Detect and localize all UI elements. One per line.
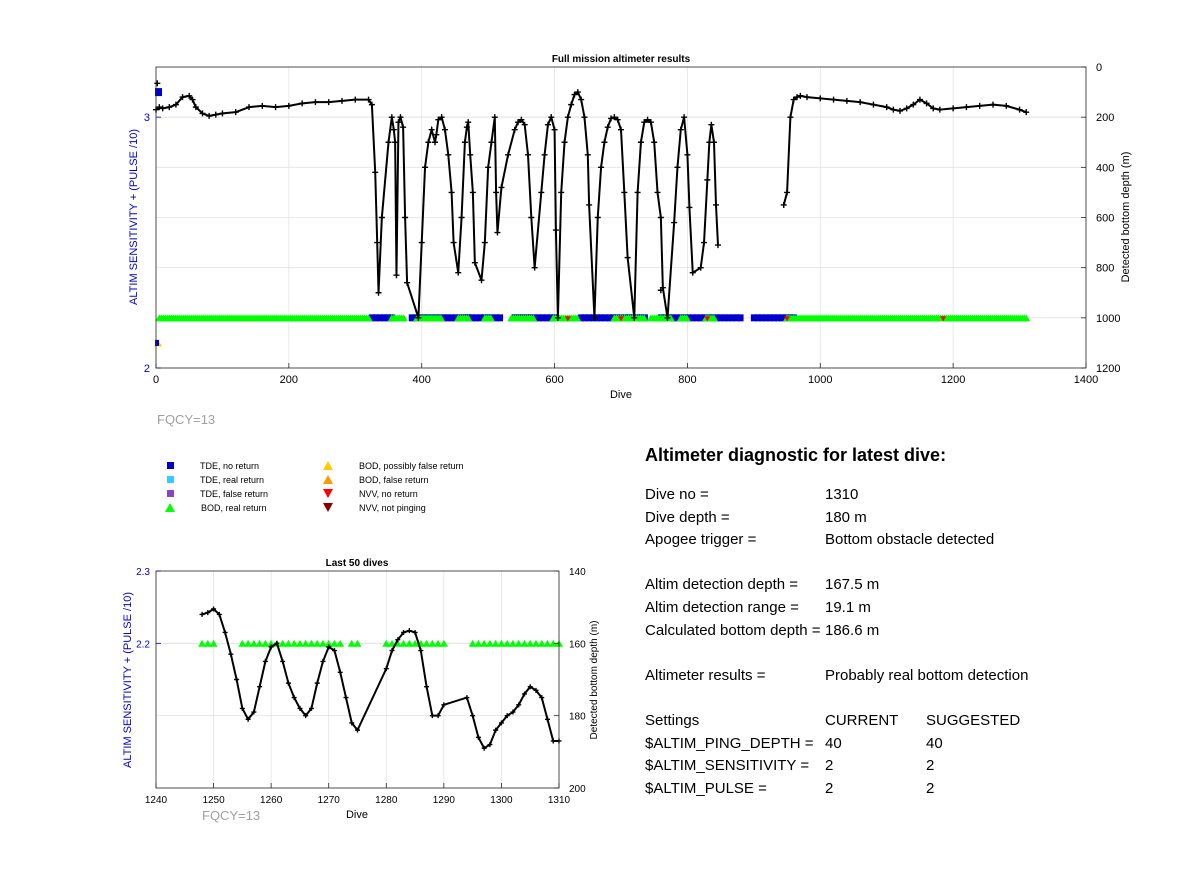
- legend-item-bod-false-return: [323, 473, 429, 486]
- depth-point: [621, 189, 627, 195]
- label: $ALTIM_SENSITIVITY =: [645, 757, 810, 775]
- legend-label: NVV, no return: [359, 488, 418, 499]
- depth-point: [553, 227, 559, 233]
- depth-point: [419, 240, 425, 246]
- depth-point: [219, 110, 225, 116]
- depth-point: [635, 189, 641, 195]
- depth-point: [545, 717, 550, 722]
- x-tick-label: 1400: [1073, 374, 1099, 386]
- x-tick-label: 400: [412, 374, 431, 386]
- depth-point: [494, 230, 500, 236]
- depth-point: [432, 139, 438, 145]
- label: $ALTIM_PULSE =: [645, 779, 767, 797]
- y2-tick-label: 800: [1096, 262, 1115, 275]
- depth-point: [472, 260, 478, 266]
- depth-point: [312, 99, 318, 105]
- depth-point: [343, 695, 348, 700]
- label: Dive no =: [645, 486, 709, 503]
- depth-point: [228, 652, 233, 657]
- value: 180 m: [825, 508, 867, 526]
- y2-tick-label: 1000: [1096, 312, 1121, 325]
- depth-point: [528, 215, 534, 221]
- legend-item-bod-real-return: [165, 501, 267, 514]
- x-tick-label: 1270: [317, 795, 340, 806]
- depth-point: [585, 152, 591, 158]
- depth-point: [625, 255, 631, 261]
- depth-point: [280, 659, 285, 664]
- bottom-chart-y2label: Detected bottom depth (m): [589, 620, 600, 740]
- y2-tick-label: 400: [1096, 162, 1115, 175]
- depth-point: [565, 114, 571, 120]
- row-detection-depth: [645, 574, 1165, 597]
- x-tick-label: 1300: [490, 795, 513, 806]
- legend-label: BOD, possibly false return: [359, 460, 464, 471]
- triangle-up-icon: [165, 503, 175, 512]
- triangle-down-icon: [323, 489, 333, 498]
- depth-point: [552, 127, 558, 133]
- depth-point: [578, 97, 584, 103]
- depth-point: [413, 630, 418, 635]
- value: Bottom obstacle detected: [825, 531, 995, 549]
- y-tick-label: 2.3: [136, 567, 150, 578]
- depth-point: [154, 80, 160, 86]
- depth-point: [492, 114, 498, 120]
- bottom-chart-ylabel: ALTIM SENSITIVITY + (PULSE /10): [122, 592, 134, 768]
- current-value: 2: [825, 757, 834, 775]
- depth-point: [562, 139, 568, 145]
- value: 167.5 m: [825, 576, 880, 594]
- legend-item-tde-false-return: [165, 487, 268, 500]
- depth-point: [701, 240, 707, 246]
- top-chart-grid: [156, 67, 1086, 368]
- x-tick-label: 600: [545, 374, 564, 386]
- depth-point: [595, 215, 601, 221]
- depth-point: [1003, 103, 1009, 109]
- top-fqcy-label: FQCY=13: [157, 412, 216, 427]
- suggested-value: 2: [926, 779, 935, 797]
- label: Settings: [645, 711, 700, 729]
- row-apogee: [645, 529, 1165, 552]
- depth-point: [605, 124, 611, 130]
- x-tick-label: 1200: [940, 374, 966, 386]
- legend-label: BOD, false return: [359, 474, 429, 485]
- depth-point: [449, 189, 455, 195]
- depth-point: [246, 104, 252, 110]
- depth-point: [884, 104, 890, 110]
- x-tick-label: 200: [279, 374, 299, 386]
- value: 19.1 m: [825, 598, 871, 616]
- x-tick-label: 800: [678, 374, 697, 386]
- tde-no-return-marker: [497, 314, 503, 321]
- depth-point: [339, 98, 345, 104]
- row-calculated-depth: [645, 620, 1165, 643]
- depth-point: [386, 139, 392, 145]
- legend-label: TDE, false return: [200, 488, 269, 499]
- depth-point: [787, 114, 793, 120]
- depth-point: [257, 684, 262, 689]
- label: Altimeter results =: [645, 666, 766, 684]
- current-header: CURRENT: [825, 711, 899, 729]
- depth-point: [482, 240, 488, 246]
- current-value: 40: [825, 734, 842, 752]
- depth-point: [352, 97, 358, 103]
- bottom-depth-line: [156, 92, 718, 318]
- depth-point: [234, 677, 239, 682]
- depth-point: [425, 139, 431, 145]
- depth-point: [977, 103, 983, 109]
- depth-point: [525, 152, 531, 158]
- depth-point: [990, 102, 996, 108]
- top-chart-ylabel: ALTIM SENSITIVITY + (PULSE /10): [128, 129, 140, 305]
- depth-point: [568, 102, 574, 108]
- depth-point: [890, 107, 896, 113]
- depth-point: [462, 139, 468, 145]
- depth-point: [206, 113, 212, 119]
- depth-point: [389, 114, 395, 120]
- row-sensitivity: [645, 755, 1165, 778]
- square-icon: [167, 476, 174, 483]
- triangle-up-icon: [323, 461, 333, 470]
- depth-point: [713, 202, 719, 208]
- bottom-chart-xlabel: Dive: [345, 809, 369, 821]
- depth-point: [400, 124, 406, 130]
- legend-item-tde-real-return: [165, 473, 264, 486]
- depth-point: [445, 152, 451, 158]
- depth-point: [422, 164, 428, 170]
- depth-point: [459, 215, 465, 221]
- legend-label: TDE, no return: [200, 460, 260, 471]
- depth-point: [286, 103, 292, 109]
- depth-point: [465, 119, 471, 125]
- depth-point: [430, 713, 435, 718]
- depth-point: [213, 112, 219, 118]
- bottom-chart-title: Last 50 dives: [325, 558, 389, 569]
- legend-item-tde-no-return: [165, 459, 259, 472]
- label: Calculated bottom depth =: [645, 621, 821, 639]
- depth-point: [671, 220, 677, 226]
- legend-item-nvv-not-pinging: [323, 501, 426, 514]
- y2-tick-label: 0: [1096, 62, 1103, 74]
- triangle-up-icon: [323, 475, 333, 484]
- value: Probably real bottom detection: [825, 666, 1029, 684]
- depth-point: [804, 94, 810, 100]
- depth-point: [379, 215, 385, 221]
- y-tick-label: 2.2: [136, 639, 150, 651]
- row-pulse: [645, 778, 1165, 801]
- legend-label: BOD, real return: [201, 502, 267, 513]
- triangle-down-icon: [323, 503, 333, 512]
- depth-point: [897, 108, 903, 114]
- tde-no-return-marker: [738, 314, 744, 321]
- depth-point: [586, 202, 592, 208]
- current-value: 2: [825, 779, 834, 797]
- bottom-chart-ticks: [136, 567, 586, 806]
- depth-point: [538, 189, 544, 195]
- depth-point: [451, 240, 457, 246]
- diagnostic-panel: [645, 445, 1165, 800]
- depth-point: [545, 122, 551, 128]
- depth-point: [488, 139, 494, 145]
- suggested-value: 2: [926, 757, 935, 775]
- depth-point: [442, 127, 448, 133]
- y-tick-label: 2: [143, 363, 150, 375]
- value: 1310: [825, 486, 859, 503]
- depth-point: [273, 104, 279, 110]
- y2-tick-label: 160: [569, 639, 586, 651]
- depth-point: [844, 98, 850, 104]
- depth-point: [711, 139, 717, 145]
- depth-point: [485, 164, 491, 170]
- depth-point: [464, 695, 469, 700]
- top-chart-y2label: Detected bottom depth (m): [1120, 151, 1132, 283]
- row-dive-no: [645, 484, 1165, 507]
- value: 186.6 m: [825, 621, 880, 639]
- depth-point: [512, 127, 518, 133]
- x-tick-label: 1260: [260, 795, 283, 806]
- depth-point: [372, 169, 378, 175]
- depth-point: [391, 127, 397, 133]
- legend-label: NVV, not pinging: [359, 502, 426, 513]
- depth-point: [455, 270, 461, 276]
- depth-point: [467, 152, 473, 158]
- legend: [160, 458, 500, 518]
- depth-point: [374, 240, 380, 246]
- y2-tick-label: 140: [569, 567, 586, 578]
- depth-point: [404, 280, 410, 286]
- depth-point: [299, 100, 305, 106]
- square-icon: [167, 490, 174, 497]
- depth-point: [655, 189, 661, 195]
- depth-point: [160, 105, 166, 111]
- bottom-chart-data: [198, 606, 563, 750]
- legend-item-bod-possibly-false: [323, 459, 464, 472]
- y2-tick-label: 600: [1096, 212, 1115, 225]
- row-settings-header: [645, 710, 1165, 733]
- depth-point: [479, 277, 485, 283]
- depth-point: [233, 109, 239, 115]
- y2-tick-label: 200: [1096, 112, 1115, 125]
- depth-point: [424, 684, 429, 689]
- x-tick-label: 1290: [432, 795, 455, 806]
- depth-point: [950, 105, 956, 111]
- y2-tick-label: 180: [569, 711, 586, 723]
- depth-point: [831, 97, 837, 103]
- label: Apogee trigger =: [645, 531, 757, 549]
- depth-point: [857, 99, 863, 105]
- depth-point: [678, 127, 684, 133]
- depth-point: [715, 242, 721, 248]
- bottom-chart: [0, 550, 640, 840]
- depth-point: [817, 95, 823, 101]
- depth-point: [558, 189, 564, 195]
- depth-point: [200, 612, 205, 617]
- depth-point: [581, 114, 587, 120]
- depth-point: [315, 681, 320, 686]
- depth-point: [418, 648, 423, 653]
- top-chart-data: [153, 80, 1030, 346]
- row-results: [645, 665, 1165, 688]
- row-ping-depth: [645, 733, 1165, 756]
- label: Dive depth =: [645, 508, 730, 526]
- depth-point: [681, 114, 687, 120]
- bottom-plot-frame: [156, 571, 559, 788]
- depth-point: [493, 189, 499, 195]
- bottom-fqcy-label: FQCY=13: [202, 808, 261, 823]
- depth-point: [470, 713, 475, 718]
- x-tick-label: 0: [152, 374, 160, 386]
- depth-point: [166, 104, 172, 110]
- y2-tick-label: 200: [569, 784, 586, 795]
- depth-point: [551, 738, 556, 743]
- y2-tick-label: 1200: [1096, 363, 1121, 375]
- depth-point: [598, 164, 604, 170]
- row-dive-depth: [645, 507, 1165, 530]
- x-tick-label: 1250: [202, 795, 225, 806]
- depth-point: [638, 139, 644, 145]
- depth-point: [618, 127, 624, 133]
- depth-point: [937, 107, 943, 113]
- depth-point: [548, 114, 554, 120]
- depth-point: [402, 215, 408, 221]
- depth-point: [674, 164, 680, 170]
- suggested-value: 40: [926, 734, 943, 752]
- label: Altim detection range =: [645, 598, 799, 616]
- legend-item-nvv-no-return: [323, 487, 418, 500]
- depth-point: [708, 122, 714, 128]
- top-chart-ticks: [144, 62, 1121, 386]
- row-detection-range: [645, 597, 1165, 620]
- depth-point: [870, 102, 876, 108]
- depth-point: [784, 189, 790, 195]
- top-chart-xlabel: Dive: [609, 389, 633, 401]
- bottom-chart-grid: [156, 571, 559, 788]
- top-chart-title: Full mission altimeter results: [551, 54, 691, 65]
- label: $ALTIM_PING_DEPTH =: [645, 734, 814, 752]
- x-tick-label: 1000: [808, 374, 833, 386]
- y-tick-label: 3: [143, 112, 150, 125]
- depth-point: [429, 127, 435, 133]
- depth-point: [684, 152, 690, 158]
- bottom-depth-line: [202, 609, 559, 748]
- depth-point: [542, 152, 548, 158]
- depth-point: [601, 139, 607, 145]
- suggested-header: SUGGESTED: [926, 711, 1021, 729]
- depth-point: [498, 184, 504, 190]
- depth-point: [326, 99, 332, 105]
- x-tick-label: 1240: [144, 795, 168, 806]
- depth-point: [651, 139, 657, 145]
- depth-point: [963, 104, 969, 110]
- diagnostic-title: Altimeter diagnostic for latest dive:: [645, 445, 947, 465]
- depth-point: [223, 630, 228, 635]
- depth-point: [658, 215, 664, 221]
- depth-point: [407, 628, 412, 633]
- depth-point: [781, 202, 787, 208]
- depth-point: [797, 93, 803, 99]
- x-tick-label: 1280: [375, 795, 398, 806]
- legend-label: TDE, real return: [200, 474, 265, 485]
- depth-point: [532, 265, 538, 271]
- depth-point: [608, 115, 614, 121]
- depth-point: [376, 290, 382, 296]
- label: Altim detection depth =: [645, 576, 799, 594]
- top-chart: [0, 0, 1200, 420]
- depth-point: [1017, 107, 1023, 113]
- depth-point: [1023, 109, 1029, 115]
- depth-point: [505, 152, 511, 158]
- depth-point: [393, 272, 399, 278]
- square-icon: [167, 462, 174, 469]
- depth-point: [470, 189, 476, 195]
- depth-point: [338, 670, 343, 675]
- depth-point: [704, 177, 710, 183]
- x-tick-label: 1310: [547, 795, 571, 806]
- depth-point: [259, 103, 265, 109]
